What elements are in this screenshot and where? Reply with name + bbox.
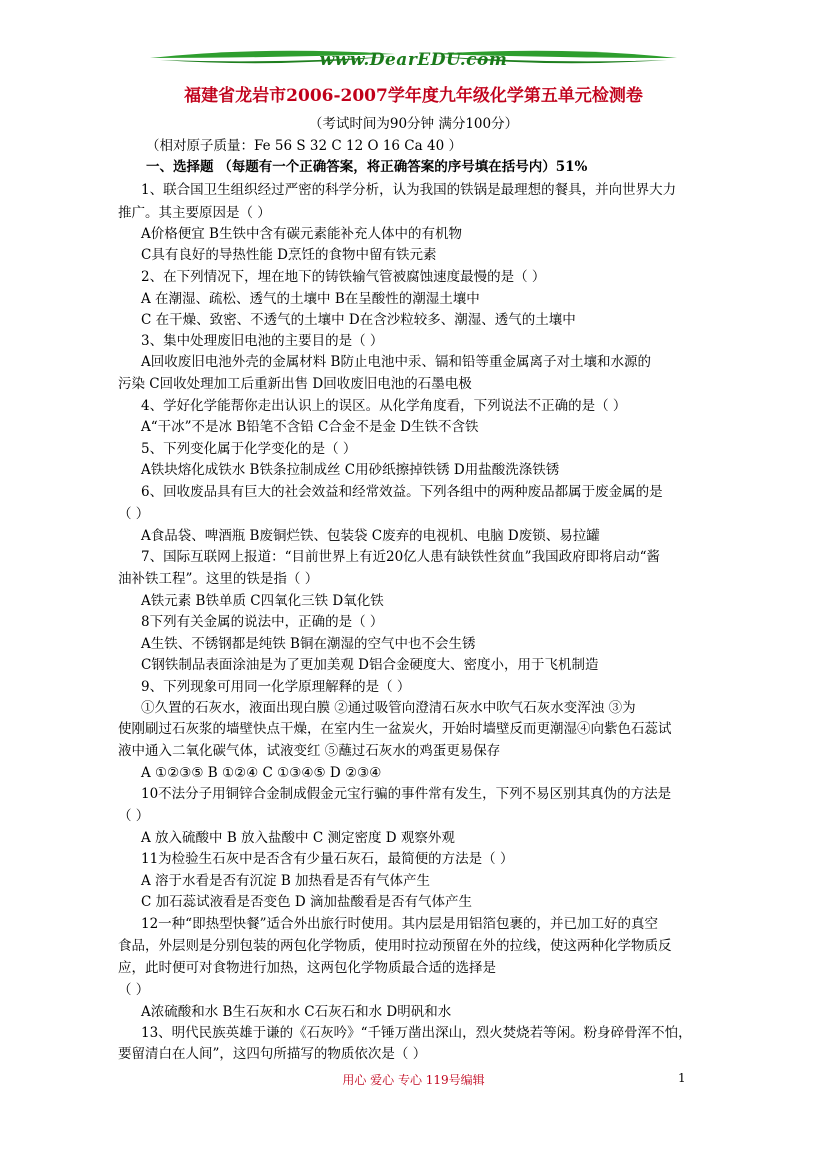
section-heading: 一、选择题 （每题有一个正确答案，将正确答案的序号填在括号内）51% [146, 159, 588, 175]
exam-line: A生铁、不锈钢都是纯铁 B铜在潮湿的空气中也不会生锈 [141, 636, 476, 652]
exam-line: 推广。其主要原因是（ ） [118, 205, 271, 221]
exam-line: 7、国际互联网上报道：“目前世界上有近20亿人患有缺铁性贫血”我国政府即将启动“酱 [141, 549, 660, 565]
exam-line: 1、联合国卫生组织经过严密的科学分析，认为我国的铁锅是最理想的餐具，并向世界大力 [141, 182, 677, 198]
exam-line: C具有良好的导热性能 D烹饪的食物中留有铁元素 [141, 247, 437, 263]
exam-line: 10不法分子用铜锌合金制成假金元宝行骗的事件常有发生，下列不易区别其真伪的方法是 [141, 786, 672, 802]
exam-line: 11为检验生石灰中是否含有少量石灰石，最简便的方法是（ ） [141, 851, 514, 867]
footer-slogan: 用心 爱心 专心 119号编辑 [342, 1073, 485, 1087]
exam-line: A浓硫酸和水 B生石灰和水 C石灰石和水 D明矾和水 [141, 1004, 452, 1020]
exam-line: 油补铁工程”。这里的铁是指（ ） [118, 571, 319, 587]
page-number: 1 [678, 1071, 686, 1085]
exam-line: A“干冰”不是冰 B铅笔不含铅 C合金不是金 D生铁不含铁 [141, 419, 479, 435]
site-url: www.DearEDU.com [319, 50, 508, 70]
exam-line: A回收废旧电池外壳的金属材料 B防止电池中汞、镉和铅等重金属离子对土壤和水源的 [141, 354, 651, 370]
exam-line: A铁元素 B铁单质 C四氧化三铁 D氧化铁 [141, 593, 384, 609]
exam-line: ①久置的石灰水，液面出现白膜 ②通过吸管向澄清石灰水中吹气石灰水变浑浊 ③为 [141, 700, 636, 716]
exam-line: C 加石蕊试液看是否变色 D 滴加盐酸看是否有气体产生 [141, 894, 473, 910]
page-title: 福建省龙岩市2006-2007学年度九年级化学第五单元检测卷 [184, 86, 643, 106]
exam-line: C 在干燥、致密、不透气的土壤中 D在含沙粒较多、潮湿、透气的土壤中 [141, 312, 576, 328]
exam-line: A 溶于水看是否有沉淀 B 加热看是否有气体产生 [141, 873, 431, 889]
exam-line: C钢铁制品表面涂油是为了更加美观 D铝合金硬度大、密度小，用于飞机制造 [141, 657, 599, 673]
exam-line: 12一种“即热型快餐”适合外出旅行时使用。其内层是用铝箔包裹的，并已加工好的真空 [141, 916, 658, 932]
exam-duration: （考试时间为90分钟 满分100分） [308, 116, 519, 132]
exam-line: 9、下列现象可用同一化学原理解释的是（ ） [141, 679, 411, 695]
exam-line: A ①②③⑤ B ①②④ C ①③④⑤ D ②③④ [141, 765, 382, 781]
exam-line: A价格便宜 B生铁中含有碳元素能补充人体中的有机物 [141, 226, 462, 242]
exam-line: 食品，外层则是分别包装的两包化学物质，使用时拉动预留在外的拉线，使这两种化学物质反 [118, 938, 672, 954]
exam-line: 应，此时便可对食物进行加热，这两包化学物质最合适的选择是 [118, 960, 496, 976]
exam-line: A食品袋、啤酒瓶 B废铜烂铁、包装袋 C废弃的电视机、电脑 D废锁、易拉罐 [141, 528, 600, 544]
site-header [0, 44, 827, 80]
exam-line: A 放入硫酸中 B 放入盐酸中 C 测定密度 D 观察外观 [141, 830, 455, 846]
exam-line: 2、在下列情况下，埋在地下的铸铁输气管被腐蚀速度最慢的是（ ） [141, 269, 546, 285]
exam-line: 污染 C回收处理加工后重新出售 D回收废旧电池的石墨电极 [118, 376, 472, 392]
exam-line: （ ） [118, 982, 150, 998]
exam-line: 3、集中处理废旧电池的主要目的是（ ） [141, 333, 384, 349]
exam-line: 4、学好化学能帮你走出认识上的误区。从化学角度看，下列说法不正确的是（ ） [141, 398, 627, 414]
exam-line: A铁块熔化成铁水 B铁条拉制成丝 C用砂纸擦掉铁锈 D用盐酸洗涤铁锈 [141, 462, 560, 478]
exam-line: 5、下列变化属于化学变化的是（ ） [141, 441, 357, 457]
exam-line: 8下列有关金属的说法中，正确的是（ ） [141, 614, 384, 630]
exam-line: 13、明代民族英雄于谦的《石灰吟》“千锤万凿出深山，烈火焚烧若等闲。粉身碎骨浑不怕， [141, 1025, 692, 1041]
exam-line: （ ） [118, 808, 150, 824]
atomic-mass-note: （相对原子质量：Fe 56 S 32 C 12 O 16 Ca 40 ） [146, 138, 462, 154]
exam-line: A 在潮湿、疏松、透气的土壤中 B在呈酸性的潮湿土壤中 [141, 291, 480, 307]
exam-line: 要留清白在人间”，这四句所描写的物质依次是（ ） [118, 1046, 427, 1062]
exam-line: （ ） [118, 506, 150, 522]
exam-line: 使刚刷过石灰浆的墙壁快点干燥，在室内生一盆炭火，开始时墙壁反而更潮湿④向紫色石蕊试 [118, 721, 672, 737]
exam-line: 液中通入二氧化碳气体，试液变红 ⑤蘸过石灰水的鸡蛋更易保存 [118, 743, 501, 759]
exam-line: 6、回收废品具有巨大的社会效益和经常效益。下列各组中的两种废品都属于废金属的是 [141, 484, 663, 500]
